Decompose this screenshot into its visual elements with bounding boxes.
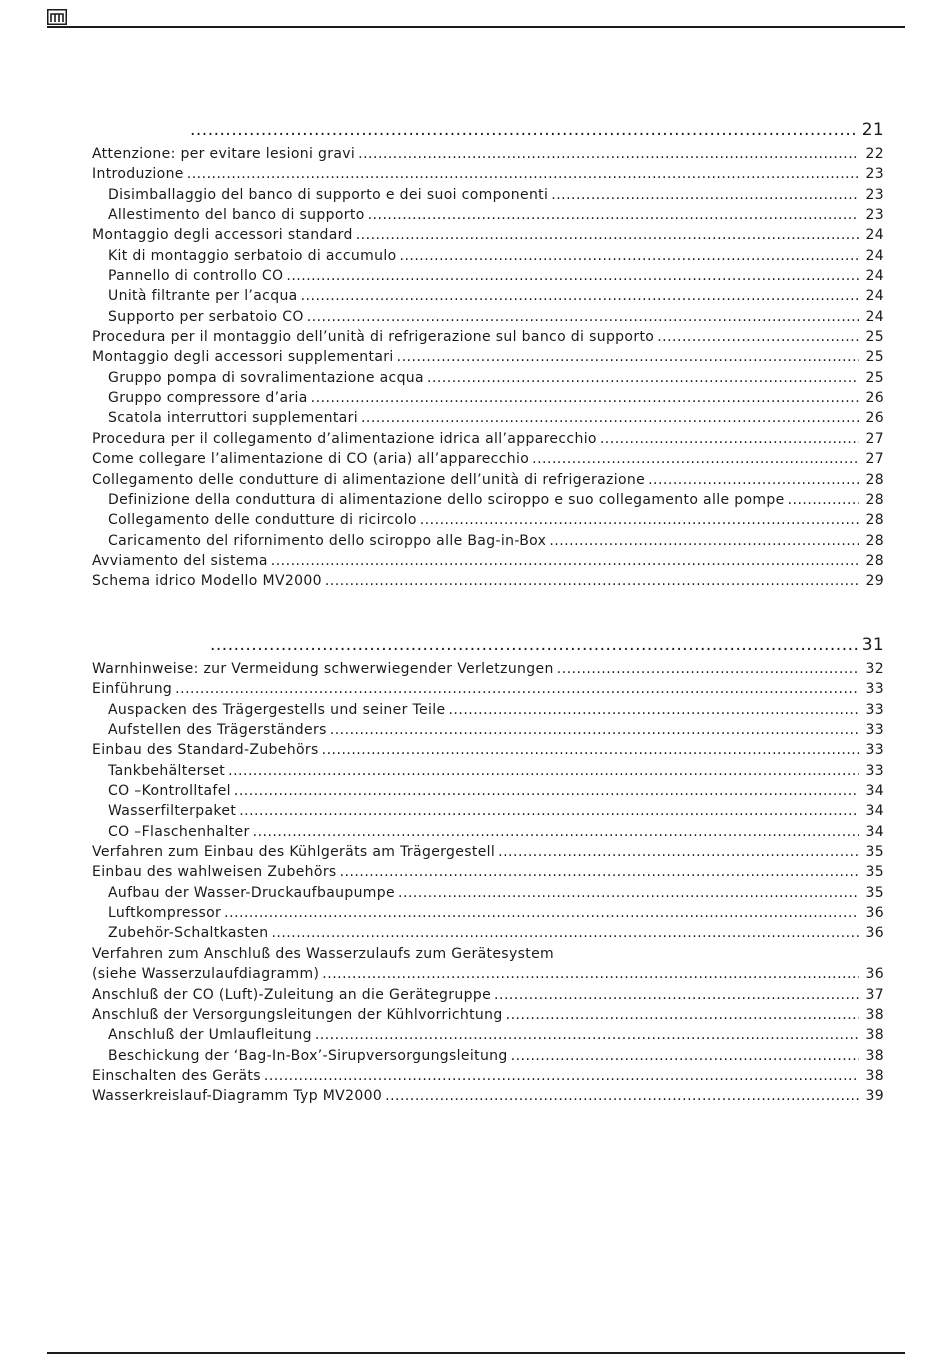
leader-dots — [322, 966, 859, 982]
toc-heading-page: 21 — [861, 120, 884, 140]
toc-entry-page: 33 — [865, 681, 884, 698]
toc-entry-title: Luftkompressor — [108, 905, 222, 922]
toc-entry — [92, 349, 884, 369]
toc-entry-page: 26 — [865, 390, 884, 407]
footer-rule — [47, 1352, 905, 1354]
toc-entry-page: 35 — [865, 864, 884, 881]
italian-toc — [92, 120, 884, 594]
toc-entry-title: Auspacken des Trägergestells und seiner Teile — [108, 701, 446, 718]
toc-entry — [92, 309, 884, 329]
toc-entry-page: 35 — [865, 844, 884, 861]
toc-entry — [92, 824, 884, 844]
toc-entry-title: Schema idrico Modello MV2000 — [92, 573, 322, 590]
toc-entry — [92, 166, 884, 186]
toc-entry — [92, 248, 884, 268]
leader-dots — [322, 742, 859, 758]
leader-dots — [190, 120, 858, 140]
toc-entry-title: Introduzione — [92, 166, 184, 183]
leader-dots — [356, 227, 859, 243]
toc-entry-title: Einschalten des Geräts — [92, 1067, 261, 1084]
toc-entry — [92, 1068, 884, 1088]
toc-entry-title: (siehe Wasserzulaufdiagramm) — [92, 966, 320, 983]
toc-entry — [92, 864, 884, 884]
leader-dots — [549, 533, 859, 549]
leader-dots — [420, 512, 859, 528]
toc-entry-title: Scatola interruttori supplementari — [108, 410, 358, 427]
leader-dots — [506, 1007, 859, 1023]
toc-entry — [92, 472, 884, 492]
german-toc — [92, 635, 884, 1109]
toc-entry-page: 34 — [865, 823, 884, 840]
leader-dots — [340, 864, 859, 880]
toc-entry-page: 24 — [865, 308, 884, 325]
toc-entry — [92, 268, 884, 288]
leader-dots — [494, 987, 859, 1003]
toc-entry-page: 28 — [865, 512, 884, 529]
toc-entry — [92, 146, 884, 166]
toc-entry — [92, 1048, 884, 1068]
toc-entry-page: 22 — [865, 146, 884, 162]
toc-entry-title: Gruppo compressore d’aria — [108, 390, 308, 407]
leader-dots — [264, 1068, 859, 1084]
toc-heading-page: 31 — [861, 635, 884, 655]
toc-entry-title: Aufstellen des Trägerständers — [108, 722, 327, 739]
toc-entry-title: Disimballaggio del banco di supporto e dei suoi componenti — [108, 186, 549, 203]
toc-heading — [92, 120, 884, 146]
toc-entry-page: 34 — [865, 783, 884, 800]
toc-entry — [92, 946, 884, 966]
toc-entry-title: Verfahren zum Anschluß des Wasserzulaufs zum Gerätesystem — [92, 945, 555, 962]
toc-entry-page: 25 — [865, 349, 884, 366]
toc-entry-page: 39 — [865, 1088, 884, 1105]
toc-entry-title: Procedura per il montaggio dell’unità di refrigerazione sul banco di supporto — [92, 329, 655, 346]
toc-entry-page: 25 — [865, 369, 884, 386]
toc-entry-page: 23 — [865, 207, 884, 224]
leader-dots — [397, 349, 859, 365]
toc-entry-title: Attenzione: per evitare lesioni gravi — [92, 146, 356, 162]
toc-entry-title: Supporto per serbatoio CO — [108, 308, 304, 325]
toc-entry-title: Verfahren zum Einbau des Kühlgeräts am Trägergestell — [92, 844, 496, 861]
toc-entry — [92, 966, 884, 986]
toc-entry-page: 33 — [865, 762, 884, 779]
toc-entry-page: 38 — [865, 1047, 884, 1064]
toc-entry-title: Einbau des wahlweisen Zubehörs — [92, 864, 337, 881]
toc-entry — [92, 553, 884, 573]
toc-heading — [92, 635, 884, 661]
leader-dots — [311, 390, 859, 406]
leader-dots — [385, 1088, 859, 1104]
toc-entry-title: Montaggio degli accessori supplementari — [92, 349, 394, 366]
toc-entry — [92, 702, 884, 722]
leader-dots — [253, 824, 859, 840]
toc-entry — [92, 533, 884, 553]
toc-entry-title: Pannello di controllo CO — [108, 268, 284, 285]
toc-entry — [92, 722, 884, 742]
toc-entry-page: 35 — [865, 884, 884, 901]
toc-entry — [92, 783, 884, 803]
toc-entry-page: 28 — [865, 471, 884, 488]
toc-entry — [92, 207, 884, 227]
leader-dots — [210, 635, 858, 655]
toc-entry-page: 34 — [865, 803, 884, 820]
leader-dots — [600, 431, 859, 447]
toc-entry-page: 24 — [865, 288, 884, 305]
toc-entry-title: Gruppo pompa di sovralimentazione acqua — [108, 369, 424, 386]
leader-dots — [286, 268, 859, 284]
toc-entry-title: Avviamento del sistema — [92, 552, 268, 569]
toc-entry-page: 33 — [865, 701, 884, 718]
toc-entry-title: Anschluß der CO (Luft)-Zuleitung an die Gerätegruppe — [92, 986, 492, 1003]
toc-entries — [92, 146, 884, 594]
toc-entry — [92, 227, 884, 247]
toc-entry-title: Come collegare l’alimentazione di CO (aria) all’apparecchio — [92, 451, 530, 468]
toc-entry — [92, 370, 884, 390]
toc-entry-title: Collegamento delle condutture di alimentazione dell’unità di refrigerazione — [92, 471, 646, 488]
leader-dots — [271, 925, 859, 941]
toc-entry — [92, 573, 884, 593]
toc-entry-page: 38 — [865, 1006, 884, 1023]
leader-dots — [325, 573, 859, 589]
toc-entry — [92, 803, 884, 823]
header-rule — [47, 26, 905, 28]
toc-entry — [92, 1027, 884, 1047]
toc-entry — [92, 844, 884, 864]
toc-entry-title: CO –Flaschenhalter — [108, 823, 250, 840]
toc-entry-page: 23 — [865, 166, 884, 183]
toc-entry-page: 38 — [865, 1027, 884, 1044]
toc-entry-title: Beschickung der ‘Bag-In-Box’-Sirupversorgungsleitung — [108, 1047, 508, 1064]
toc-entry — [92, 763, 884, 783]
toc-entry-page: 24 — [865, 268, 884, 285]
toc-entry — [92, 925, 884, 945]
toc-entry-title: Einbau des Standard-Zubehörs — [92, 742, 319, 759]
leader-dots — [361, 410, 859, 426]
leader-dots — [532, 451, 859, 467]
toc-entry-title: Wasserkreislauf-Diagramm Typ MV2000 — [92, 1088, 383, 1105]
toc-entry-title: Definizione della conduttura di alimentazione dello sciroppo e suo collegamento alle pompe — [108, 491, 785, 508]
toc-entry-page: 36 — [865, 925, 884, 942]
leader-dots — [234, 783, 859, 799]
toc-entry-page: 37 — [865, 986, 884, 1003]
toc-entry — [92, 742, 884, 762]
toc-entry-title: Tankbehälterset — [108, 762, 226, 779]
toc-entry — [92, 431, 884, 451]
leader-dots — [400, 248, 860, 264]
toc-entry-page: 27 — [865, 430, 884, 447]
toc-entry-page: 38 — [865, 1067, 884, 1084]
toc-entry-title: CO –Kontrolltafel — [108, 783, 231, 800]
leader-dots — [330, 722, 859, 738]
toc-entry-title: Unità filtrante per l’acqua — [108, 288, 298, 305]
toc-entry-page: 36 — [865, 966, 884, 983]
leader-dots — [398, 885, 859, 901]
leader-dots — [648, 472, 859, 488]
toc-entry-page: 24 — [865, 227, 884, 244]
toc-entry-title: Einführung — [92, 681, 173, 698]
toc-entry — [92, 390, 884, 410]
toc-entry-page: 26 — [865, 410, 884, 427]
toc-entry — [92, 905, 884, 925]
toc-entry-title: Aufbau der Wasser-Druckaufbaupumpe — [108, 884, 395, 901]
toc-entry-title: Anschluß der Versorgungsleitungen der Kühlvorrichtung — [92, 1006, 503, 1023]
leader-dots — [187, 166, 859, 182]
toc-entry — [92, 987, 884, 1007]
toc-entry — [92, 661, 884, 681]
leader-dots — [498, 844, 859, 860]
toc-entry-page: 36 — [865, 905, 884, 922]
leader-dots — [228, 763, 859, 779]
toc-entry-title: Allestimento del banco di supporto — [108, 207, 365, 224]
leader-dots — [301, 288, 859, 304]
toc-entry-page: 24 — [865, 247, 884, 264]
toc-entry-title: Caricamento del rifornimento dello sciroppo alle Bag-in-Box — [108, 532, 547, 549]
toc-entry-page: 28 — [865, 552, 884, 569]
leader-dots — [315, 1027, 859, 1043]
toc-entry — [92, 885, 884, 905]
toc-entry-title: Kit di montaggio serbatoio di accumulo — [108, 247, 397, 264]
toc-entry-page: 29 — [865, 573, 884, 590]
leader-dots — [358, 146, 859, 162]
leader-dots — [788, 492, 859, 508]
toc-entry — [92, 187, 884, 207]
leader-dots — [307, 309, 859, 325]
toc-entry-page: 28 — [865, 532, 884, 549]
toc-entry — [92, 681, 884, 701]
toc-entry-title: Procedura per il collegamento d’alimentazione idrica all’apparecchio — [92, 430, 597, 447]
leader-dots — [557, 661, 859, 677]
toc-entry-title: Zubehör-Schaltkasten — [108, 925, 269, 942]
toc-entry-title: Collegamento delle condutture di ricircolo — [108, 512, 417, 529]
toc-entry-page: 33 — [865, 742, 884, 759]
toc-entry — [92, 451, 884, 471]
toc-entry — [92, 288, 884, 308]
toc-entry — [92, 512, 884, 532]
toc-entry — [92, 1088, 884, 1108]
leader-dots — [511, 1048, 859, 1064]
leader-dots — [551, 187, 859, 203]
toc-entry-page: 25 — [865, 329, 884, 346]
toc-entry-title: Montaggio degli accessori standard — [92, 227, 353, 244]
toc-entry-title: Warnhinweise: zur Vermeidung schwerwiegender Verletzungen — [92, 661, 554, 677]
leader-dots — [239, 803, 859, 819]
toc-entry-page: 27 — [865, 451, 884, 468]
toc-entry-title: Wasserfilterpaket — [108, 803, 237, 820]
leader-dots — [427, 370, 859, 386]
toc-entries — [92, 661, 884, 1109]
leader-dots — [448, 702, 859, 718]
leader-dots — [224, 905, 859, 921]
leader-dots — [271, 553, 859, 569]
toc-entry — [92, 492, 884, 512]
toc-entry-page: 33 — [865, 722, 884, 739]
toc-entry — [92, 329, 884, 349]
leader-dots — [175, 681, 859, 697]
brand-logo-icon — [47, 9, 67, 25]
leader-dots — [657, 329, 859, 345]
toc-entry-page: 28 — [865, 491, 884, 508]
toc-entry-page: 32 — [865, 661, 884, 677]
toc-entry — [92, 410, 884, 430]
toc-entry-title: Anschluß der Umlaufleitung — [108, 1027, 312, 1044]
toc-entry — [92, 1007, 884, 1027]
toc-entry-page: 23 — [865, 186, 884, 203]
leader-dots — [368, 207, 859, 223]
